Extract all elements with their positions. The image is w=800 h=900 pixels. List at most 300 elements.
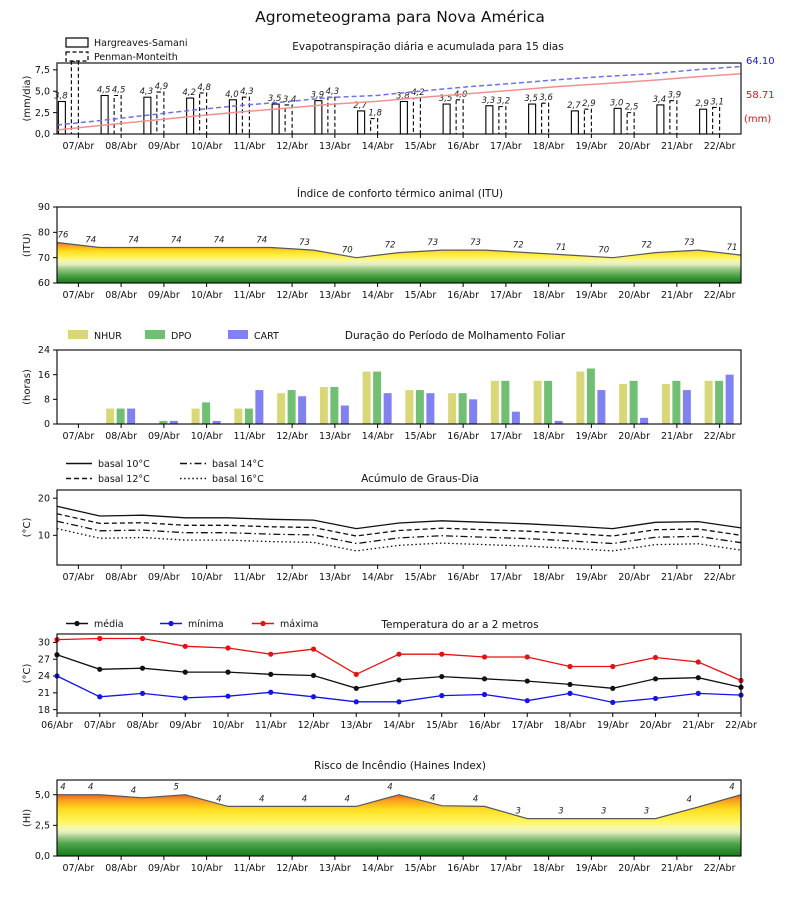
y-axis-label: (ITU)	[22, 232, 33, 258]
x-tick-label: 22/Abr	[703, 572, 736, 583]
x-tick-label: 08/Abr	[105, 863, 137, 874]
legend-label: basal 16°C	[212, 474, 264, 485]
panel-title: Índice de conforto térmico animal (ITU)	[296, 188, 504, 200]
marker-dot	[482, 676, 487, 681]
marker-dot	[225, 669, 230, 674]
grouped-bar-nhur	[192, 409, 200, 424]
page-title: Agrometeograma para Nova América	[255, 8, 545, 26]
grouped-bar-nhur	[576, 372, 584, 424]
x-tick-label: 16/Abr	[447, 863, 479, 874]
data-label: 2,7	[353, 100, 367, 111]
data-label: 70	[341, 245, 353, 256]
y-tick-label: 60	[37, 278, 50, 290]
hargreaves-total-label: 58.71	[746, 90, 775, 101]
legend-swatch-solid	[66, 38, 88, 47]
panel-title: Acúmulo de Graus-Dia	[361, 473, 479, 485]
panel-title: Risco de Incêndio (Haines Index)	[314, 760, 486, 772]
marker-dot	[311, 694, 316, 699]
x-tick-label: 16/Abr	[447, 431, 479, 442]
x-tick-label: 16/Abr	[447, 141, 479, 152]
grouped-bar-cart	[640, 418, 648, 424]
x-tick-label: 17/Abr	[490, 431, 522, 442]
data-label: 2,9	[582, 99, 596, 110]
y-axis-label: (°C)	[22, 663, 33, 684]
data-label: 3,5	[267, 94, 282, 105]
data-label: 3,3	[481, 95, 496, 106]
grouped-bar-cart	[512, 412, 520, 424]
dashed-bar	[713, 107, 720, 134]
grouped-bar-nhur	[234, 409, 242, 424]
x-tick-label: 11/Abr	[233, 572, 266, 583]
x-tick-label: 14/Abr	[361, 290, 394, 301]
y-tick-label: 2,5	[34, 820, 50, 832]
data-label: 3,4	[282, 94, 297, 105]
x-tick-label: 11/Abr	[254, 720, 287, 731]
y-tick-label: 8	[43, 394, 50, 406]
legend-label: média	[94, 619, 124, 630]
marker-dot	[396, 699, 401, 704]
data-label: 3,9	[310, 90, 325, 101]
marker-dot	[225, 645, 230, 650]
x-tick-label: 15/Abr	[404, 290, 437, 301]
x-tick-label: 11/Abr	[233, 863, 266, 874]
data-label: 2,5	[624, 102, 639, 113]
x-tick-label: 14/Abr	[383, 720, 415, 731]
x-tick-label: 13/Abr	[319, 572, 351, 583]
x-tick-label: 19/Abr	[575, 141, 608, 152]
x-tick-label: 09/Abr	[148, 141, 180, 152]
x-tick-label: 10/Abr	[190, 572, 223, 583]
y-tick-label: 27	[37, 654, 50, 666]
legend-label: mínima	[188, 619, 224, 630]
data-label: 3,8	[396, 91, 410, 102]
panel-title: Duração do Período de Molhamento Foliar	[344, 330, 566, 342]
x-tick-label: 17/Abr	[490, 863, 522, 874]
data-label: 4	[216, 794, 222, 805]
grouped-bar-dpo	[672, 381, 680, 424]
line-series-máxima	[57, 639, 741, 681]
marker-dot	[610, 700, 615, 705]
marker-dot	[97, 694, 102, 699]
data-label: 5	[173, 782, 179, 793]
grouped-bar-cart	[683, 390, 691, 424]
data-label: 76	[57, 230, 69, 241]
data-label: 3,6	[539, 93, 553, 104]
data-label: 71	[726, 243, 738, 254]
panel-title: Evapotranspiração diária e acumulada para 15 dias	[292, 41, 564, 53]
y-tick-label: 5,0	[34, 86, 50, 98]
x-tick-label: 20/Abr	[618, 863, 650, 874]
solid-bar	[614, 108, 621, 134]
data-label: 4	[344, 794, 350, 805]
x-tick-label: 08/Abr	[105, 141, 137, 152]
legend-label: DPO	[171, 331, 192, 342]
legend-label: basal 12°C	[98, 474, 150, 485]
x-tick-label: 07/Abr	[62, 141, 95, 152]
solid-bar	[486, 106, 493, 134]
y-tick-label: 90	[37, 202, 50, 214]
data-label: 4	[472, 794, 479, 805]
x-tick-label: 09/Abr	[148, 863, 180, 874]
data-label: 4,0	[453, 89, 468, 100]
data-label: 3,0	[609, 98, 624, 109]
x-tick-label: 08/Abr	[105, 431, 137, 442]
x-tick-label: 15/Abr	[404, 572, 437, 583]
solid-bar	[700, 109, 707, 134]
data-label: 4,5	[111, 85, 126, 96]
grouped-bar-dpo	[501, 381, 509, 424]
x-tick-label: 20/Abr	[618, 431, 650, 442]
x-tick-label: 11/Abr	[233, 431, 266, 442]
grouped-bar-dpo	[715, 381, 723, 424]
panel-title: Temperatura do ar a 2 metros	[381, 619, 539, 631]
y-tick-label: 24	[37, 671, 50, 683]
data-label: 4	[259, 794, 265, 805]
y-tick-label: 24	[37, 345, 50, 357]
marker-dot	[354, 699, 359, 704]
grouped-bar-cart	[127, 409, 135, 424]
marker-dot	[439, 693, 444, 698]
marker-dot	[354, 672, 359, 677]
legend-label: basal 10°C	[98, 459, 150, 470]
dashed-bar	[242, 97, 249, 134]
grouped-bar-nhur	[363, 372, 371, 424]
data-label: 4,9	[154, 82, 169, 93]
marker-dot	[396, 652, 401, 657]
y-tick-label: 16	[37, 369, 50, 381]
grouped-bar-cart	[426, 393, 434, 424]
grouped-bar-cart	[384, 393, 392, 424]
data-label: 4,3	[325, 87, 340, 98]
x-tick-label: 10/Abr	[190, 431, 223, 442]
grouped-bar-dpo	[416, 390, 424, 424]
data-label: 3,8	[54, 91, 68, 102]
x-tick-label: 22/Abr	[725, 720, 757, 731]
data-label: 4	[387, 782, 393, 793]
grouped-bar-dpo	[544, 381, 552, 424]
marker-dot	[183, 695, 188, 700]
dashed-bar	[499, 107, 506, 134]
x-tick-label: 10/Abr	[190, 863, 223, 874]
x-tick-label: 07/Abr	[62, 290, 95, 301]
data-label: 2,7	[567, 100, 581, 111]
legend-label: basal 14°C	[212, 459, 264, 470]
data-label: 4	[60, 782, 66, 793]
marker-dot	[525, 698, 530, 703]
dashed-bar	[627, 113, 634, 134]
solid-bar	[101, 96, 108, 134]
grouped-bar-nhur	[491, 381, 499, 424]
marker-dot	[482, 692, 487, 697]
x-tick-label: 22/Abr	[703, 431, 736, 442]
x-tick-label: 18/Abr	[532, 572, 565, 583]
y-tick-label: 20	[37, 493, 50, 505]
x-tick-label: 22/Abr	[703, 141, 736, 152]
x-tick-label: 19/Abr	[575, 431, 608, 442]
x-tick-label: 10/Abr	[190, 141, 223, 152]
legend-marker	[260, 621, 265, 626]
x-tick-label: 18/Abr	[554, 720, 586, 731]
marker-dot	[268, 690, 273, 695]
legend-marker	[168, 621, 173, 626]
x-tick-label: 07/Abr	[83, 720, 116, 731]
x-tick-label: 19/Abr	[575, 572, 608, 583]
data-label: 3,4	[652, 94, 667, 105]
marker-dot	[268, 652, 273, 657]
dashed-bar	[328, 97, 335, 134]
data-label: 3,5	[438, 94, 453, 105]
x-tick-label: 21/Abr	[682, 720, 715, 731]
y-tick-label: 80	[37, 227, 50, 239]
x-tick-label: 16/Abr	[447, 572, 479, 583]
grouped-bar-cart	[597, 390, 605, 424]
marker-dot	[354, 686, 359, 691]
legend-label: Hargreaves-Samani	[94, 38, 188, 49]
area-fill	[57, 795, 741, 856]
accumulated-unit-label: (mm)	[744, 114, 772, 125]
grouped-bar-dpo	[587, 369, 595, 425]
grouped-bar-nhur	[448, 393, 456, 424]
data-label: 4,5	[96, 85, 111, 96]
x-tick-label: 12/Abr	[276, 572, 308, 583]
grouped-bar-cart	[298, 396, 306, 424]
x-tick-label: 16/Abr	[447, 290, 479, 301]
solid-bar	[657, 105, 664, 134]
grouped-bar-nhur	[405, 390, 413, 424]
marker-dot	[482, 654, 487, 659]
x-tick-label: 12/Abr	[276, 863, 308, 874]
grouped-bar-nhur	[534, 381, 542, 424]
dashed-bar	[371, 119, 378, 134]
data-label: 72	[512, 240, 524, 251]
data-label: 3,5	[524, 94, 538, 105]
x-tick-label: 17/Abr	[490, 141, 522, 152]
grouped-bar-cart	[341, 406, 349, 425]
legend-swatch-dashed	[66, 52, 88, 61]
data-label: 4	[301, 794, 308, 805]
data-label: 72	[384, 240, 396, 251]
data-label: 3,1	[710, 97, 724, 108]
x-tick-label: 09/Abr	[148, 290, 180, 301]
data-label: 4	[686, 794, 692, 805]
data-label: 72	[641, 240, 652, 251]
marker-dot	[97, 636, 102, 641]
data-label: 74	[128, 235, 139, 246]
legend-label: NHUR	[94, 331, 122, 342]
grouped-bar-cart	[469, 399, 477, 424]
marker-dot	[525, 654, 530, 659]
data-label: 3	[515, 806, 521, 817]
grouped-bar-dpo	[459, 393, 467, 424]
data-label: 1,8	[368, 108, 382, 119]
marker-dot	[140, 666, 145, 671]
data-label: 71	[555, 243, 567, 254]
data-label: 73	[683, 238, 695, 249]
solid-bar	[571, 111, 578, 134]
x-tick-label: 19/Abr	[596, 720, 629, 731]
grouped-bar-dpo	[330, 387, 338, 424]
plot-frame	[57, 490, 741, 565]
dashed-bar	[670, 101, 677, 134]
solid-bar	[400, 101, 407, 134]
x-tick-label: 15/Abr	[404, 863, 437, 874]
dashed-bar	[584, 109, 591, 134]
dashed-bar	[413, 98, 420, 134]
x-tick-label: 17/Abr	[490, 572, 522, 583]
marker-dot	[567, 691, 572, 696]
x-tick-label: 21/Abr	[661, 431, 693, 442]
x-tick-label: 19/Abr	[575, 290, 608, 301]
y-axis-label: (mm/dia)	[22, 75, 33, 122]
x-tick-label: 18/Abr	[532, 431, 565, 442]
data-label: 4,3	[139, 87, 154, 98]
data-label: 3,2	[496, 96, 511, 107]
data-label: 4	[88, 782, 94, 793]
dashed-bar	[456, 100, 463, 134]
data-label: 3	[601, 806, 607, 817]
data-label: 3	[558, 806, 564, 817]
data-label: 73	[299, 238, 310, 249]
grouped-bar-dpo	[373, 372, 381, 424]
x-tick-label: 07/Abr	[62, 863, 95, 874]
data-label: 4,2	[411, 88, 425, 99]
x-tick-label: 09/Abr	[148, 431, 180, 442]
marker-dot	[140, 636, 145, 641]
data-label: 74	[85, 235, 97, 246]
legend-swatch	[145, 330, 165, 339]
plot-frame	[57, 350, 741, 424]
x-tick-label: 12/Abr	[276, 141, 308, 152]
solid-bar	[529, 104, 536, 134]
x-tick-label: 11/Abr	[233, 290, 266, 301]
y-axis-label: (horas)	[22, 369, 33, 405]
legend-swatch	[228, 330, 248, 339]
marker-dot	[696, 691, 701, 696]
line-series-basal10C	[57, 506, 741, 528]
legend-marker	[74, 621, 79, 626]
x-tick-label: 14/Abr	[361, 572, 394, 583]
x-tick-label: 21/Abr	[661, 141, 693, 152]
data-label: 74	[256, 235, 268, 246]
data-label: 4,2	[182, 88, 196, 99]
marker-dot	[610, 664, 615, 669]
grouped-bar-dpo	[630, 381, 638, 424]
x-tick-label: 07/Abr	[62, 431, 95, 442]
dashed-bar	[114, 96, 121, 134]
grouped-bar-dpo	[202, 402, 210, 424]
solid-bar	[358, 111, 365, 134]
dashed-bar	[542, 103, 549, 134]
grouped-bar-dpo	[245, 409, 253, 424]
data-label: 3	[643, 806, 650, 817]
x-tick-label: 14/Abr	[361, 431, 394, 442]
data-label: 4,0	[225, 89, 239, 100]
x-tick-label: 11/Abr	[233, 141, 266, 152]
grouped-bar-nhur	[106, 409, 114, 424]
grouped-bar-dpo	[117, 409, 125, 424]
data-label: 4	[130, 785, 137, 796]
x-tick-label: 08/Abr	[126, 720, 159, 731]
grouped-bar-cart	[726, 375, 734, 424]
y-axis-label: (HI)	[22, 808, 33, 828]
data-label: 73	[470, 238, 481, 249]
x-tick-label: 16/Abr	[468, 720, 501, 731]
x-tick-label: 12/Abr	[297, 720, 330, 731]
x-tick-label: 15/Abr	[404, 431, 437, 442]
marker-dot	[97, 667, 102, 672]
x-tick-label: 20/Abr	[618, 141, 650, 152]
y-tick-label: 70	[37, 252, 50, 264]
grouped-bar-nhur	[705, 381, 713, 424]
grouped-bar-nhur	[662, 384, 670, 424]
x-tick-label: 10/Abr	[212, 720, 244, 731]
x-tick-label: 20/Abr	[618, 572, 650, 583]
dashed-bar	[285, 105, 292, 134]
y-tick-label: 30	[37, 637, 50, 649]
x-tick-label: 08/Abr	[105, 572, 137, 583]
solid-bar	[443, 104, 450, 134]
y-tick-label: 0	[43, 419, 50, 431]
marker-dot	[653, 676, 658, 681]
marker-dot	[696, 659, 701, 664]
y-tick-label: 7,5	[34, 65, 50, 77]
grouped-bar-cart	[255, 390, 263, 424]
x-tick-label: 21/Abr	[661, 290, 693, 301]
data-label: 4	[729, 782, 735, 793]
x-tick-label: 06/Abr	[41, 720, 73, 731]
data-label: 70	[598, 245, 610, 256]
x-tick-label: 20/Abr	[618, 290, 650, 301]
x-tick-label: 22/Abr	[703, 863, 736, 874]
marker-dot	[567, 682, 572, 687]
x-tick-label: 14/Abr	[361, 141, 394, 152]
x-tick-label: 19/Abr	[575, 863, 608, 874]
data-label: 3,9	[667, 90, 682, 101]
marker-dot	[268, 672, 273, 677]
x-tick-label: 13/Abr	[319, 431, 351, 442]
x-tick-label: 09/Abr	[169, 720, 202, 731]
x-tick-label: 12/Abr	[276, 431, 308, 442]
data-label: 4	[430, 793, 436, 804]
legend-label: Penman-Monteith	[94, 52, 178, 63]
x-tick-label: 12/Abr	[276, 290, 308, 301]
y-tick-label: 18	[37, 704, 50, 716]
x-tick-label: 13/Abr	[319, 863, 351, 874]
x-tick-label: 17/Abr	[490, 290, 522, 301]
marker-dot	[396, 677, 401, 682]
grouped-bar-nhur	[320, 387, 328, 424]
y-axis-label: (°C)	[22, 517, 33, 538]
x-tick-label: 18/Abr	[532, 290, 565, 301]
x-tick-label: 18/Abr	[532, 863, 565, 874]
x-tick-label: 18/Abr	[532, 141, 565, 152]
marker-dot	[439, 652, 444, 657]
x-tick-label: 13/Abr	[319, 141, 351, 152]
marker-dot	[140, 691, 145, 696]
data-label: 2,9	[695, 99, 709, 110]
y-tick-label: 2,5	[34, 107, 50, 119]
grouped-bar-dpo	[288, 390, 296, 424]
y-tick-label: 0,0	[34, 851, 50, 863]
data-label: 73	[427, 238, 439, 249]
data-label: 74	[170, 235, 182, 246]
grouped-bar-nhur	[277, 393, 285, 424]
data-label: 4,8	[197, 82, 211, 93]
marker-dot	[439, 674, 444, 679]
legend-label: máxima	[280, 619, 319, 630]
x-tick-label: 07/Abr	[62, 572, 95, 583]
marker-dot	[311, 647, 316, 652]
